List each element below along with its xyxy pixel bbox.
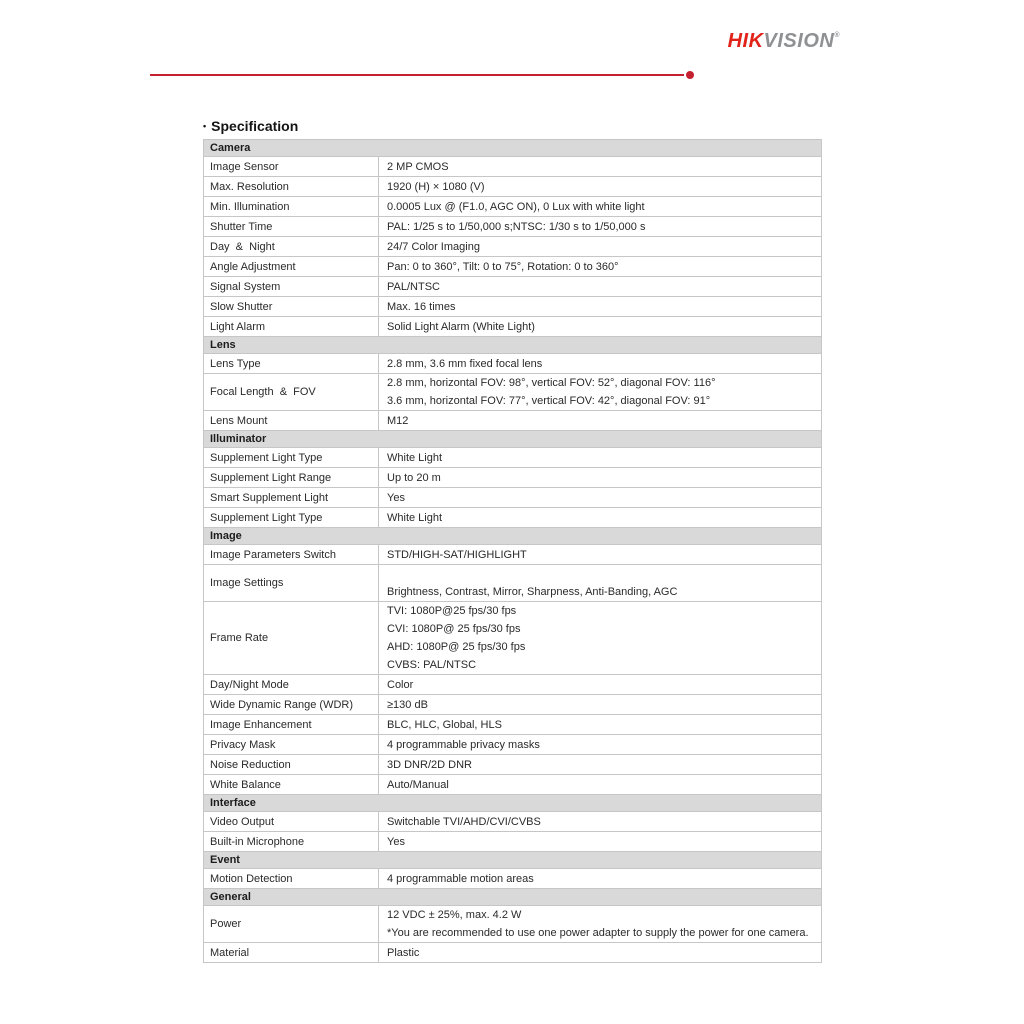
spec-value [379,411,821,430]
spec-value-line: PAL: 1/25 s to 1/50,000 s;NTSC: 1/30 s to 1/50,000 s [387,220,646,233]
heading-text: Specification [211,118,299,134]
spec-label: Supplement Light Range [204,468,379,487]
spec-value-line: Up to 20 m [387,471,441,484]
spec-value-line: 3D DNR/2D DNR [387,758,472,771]
heading-bullet: • [203,121,207,131]
spec-row-material [204,943,821,963]
spec-label: Power [204,906,379,942]
spec-value-line: 2.8 mm, horizontal FOV: 98°, vertical FOV: 52°, diagonal FOV: 116° [387,377,716,389]
spec-value [379,812,821,831]
spec-label: Video Output [204,812,379,831]
spec-value-line: 24/7 Color Imaging [387,240,480,253]
spec-value [379,488,821,507]
spec-label: Image Settings [204,565,379,601]
spec-value [379,565,821,601]
section-header-camera: Camera [204,140,821,157]
spec-value [379,735,821,754]
spec-label: Frame Rate [204,602,379,674]
spec-value-line: PAL/NTSC [387,280,440,293]
logo-hik-text: HIK [727,30,764,52]
spec-row-white-balance [204,775,821,795]
spec-value [379,257,821,276]
spec-value [379,157,821,176]
section-header-interface: Interface [204,795,821,812]
spec-value-line: BLC, HLC, Global, HLS [387,718,502,731]
page-title [203,118,298,134]
spec-label: Image Parameters Switch [204,545,379,564]
spec-label: Lens Type [204,354,379,373]
spec-label: White Balance [204,775,379,794]
spec-value [379,906,821,942]
spec-row-lens-type [204,354,821,374]
spec-value-line: *You are recommended to use one power adapter to supply the power for one camera. [387,927,809,939]
spec-row-image-sensor [204,157,821,177]
spec-value [379,317,821,336]
spec-value [379,545,821,564]
spec-label: Day/Night Mode [204,675,379,694]
spec-row-day-night-mode [204,675,821,695]
spec-label: Material [204,943,379,962]
spec-row-lens-mount [204,411,821,431]
spec-row-slow-shutter [204,297,821,317]
spec-value [379,775,821,794]
logo-trademark-mark: ® [834,32,840,39]
spec-value-line: Plastic [387,946,420,959]
spec-table [203,139,822,963]
spec-row-supplement-light-range [204,468,821,488]
spec-label: Built-in Microphone [204,832,379,851]
spec-row-signal-system [204,277,821,297]
spec-label: Supplement Light Type [204,448,379,467]
spec-value-line: Color [387,678,414,691]
spec-value-line: M12 [387,414,409,427]
spec-row-frame-rate [204,602,821,675]
spec-value-line: White Light [387,511,443,524]
spec-value [379,715,821,734]
spec-label: Smart Supplement Light [204,488,379,507]
spec-value [379,374,821,410]
spec-row-noise-reduction [204,755,821,775]
spec-label: Image Sensor [204,157,379,176]
spec-row-image-parameters-switch [204,545,821,565]
spec-value-line: 1920 (H) × 1080 (V) [387,180,485,193]
section-header-general: General [204,889,821,906]
spec-value-line: 3.6 mm, horizontal FOV: 77°, vertical FOV: 42°, diagonal FOV: 91° [387,395,711,407]
spec-value [379,468,821,487]
spec-value-line: White Light [387,451,443,464]
spec-value [379,508,821,527]
section-header-illuminator: Illuminator [204,431,821,448]
spec-value-line: 0.0005 Lux @ (F1.0, AGC ON), 0 Lux with white light [387,200,645,213]
spec-value-line: 2 MP CMOS [387,160,449,173]
spec-value [379,177,821,196]
spec-label: Wide Dynamic Range (WDR) [204,695,379,714]
spec-value [379,755,821,774]
header-rule-line [150,74,684,76]
spec-value [379,354,821,373]
spec-value-line: 4 programmable motion areas [387,872,534,885]
spec-value-line: Solid Light Alarm (White Light) [387,320,535,333]
section-header-event: Event [204,852,821,869]
header-rule-dot [686,71,694,79]
spec-row-focal-length-fov [204,374,821,411]
spec-row-image-settings [204,565,821,602]
spec-row-video-output [204,812,821,832]
spec-value [379,448,821,467]
spec-value-line: Max. 16 times [387,300,456,313]
spec-value-line: Switchable TVI/AHD/CVI/CVBS [387,815,541,828]
spec-value [379,297,821,316]
spec-row-min-illumination [204,197,821,217]
spec-row-supplement-light-type [204,448,821,468]
spec-row-max-resolution [204,177,821,197]
spec-value [379,237,821,256]
spec-value-line: AHD: 1080P@ 25 fps/30 fps [387,641,526,653]
spec-value-line: TVI: 1080P@25 fps/30 fps [387,605,517,617]
spec-row-day-night [204,237,821,257]
spec-row-shutter-time [204,217,821,237]
spec-value-line: Pan: 0 to 360°, Tilt: 0 to 75°, Rotation: 0 to 360° [387,260,619,273]
spec-value-line: 2.8 mm, 3.6 mm fixed focal lens [387,357,543,370]
spec-value [379,832,821,851]
spec-value [379,943,821,962]
spec-label: Min. Illumination [204,197,379,216]
spec-label: Lens Mount [204,411,379,430]
spec-label: Light Alarm [204,317,379,336]
spec-label: Image Enhancement [204,715,379,734]
spec-value-line [387,565,813,583]
spec-row-power [204,906,821,943]
spec-value-line: 12 VDC ± 25%, max. 4.2 W [387,909,522,921]
spec-row-built-in-microphone [204,832,821,852]
spec-row-supplement-light-type [204,508,821,528]
spec-label: Focal Length & FOV [204,374,379,410]
spec-value-line: 4 programmable privacy masks [387,738,540,751]
spec-label: Angle Adjustment [204,257,379,276]
spec-value-line: STD/HIGH-SAT/HIGHLIGHT [387,548,527,561]
spec-label: Noise Reduction [204,755,379,774]
spec-value-line: Auto/Manual [387,778,449,791]
spec-label: Supplement Light Type [204,508,379,527]
spec-value-line: Yes [387,835,405,848]
spec-row-smart-supplement-light [204,488,821,508]
spec-label: Max. Resolution [204,177,379,196]
hikvision-logo [690,30,840,53]
spec-value [379,695,821,714]
spec-value [379,217,821,236]
spec-value-line: ≥130 dB [387,698,428,711]
spec-label: Signal System [204,277,379,296]
spec-value [379,675,821,694]
spec-label: Day & Night [204,237,379,256]
spec-row-angle-adjustment [204,257,821,277]
spec-value [379,602,821,674]
spec-row-light-alarm [204,317,821,337]
spec-value-line: CVBS: PAL/NTSC [387,659,477,671]
spec-label: Motion Detection [204,869,379,888]
logo-vision-text: VISION [763,30,835,52]
spec-row-image-enhancement [204,715,821,735]
section-header-lens: Lens [204,337,821,354]
spec-label: Slow Shutter [204,297,379,316]
spec-value-line: CVI: 1080P@ 25 fps/30 fps [387,623,521,635]
spec-value-line: Yes [387,491,405,504]
spec-row-wide-dynamic-range-wdr [204,695,821,715]
spec-value [379,197,821,216]
section-header-image: Image [204,528,821,545]
spec-row-privacy-mask [204,735,821,755]
spec-label: Shutter Time [204,217,379,236]
spec-label: Privacy Mask [204,735,379,754]
spec-value [379,869,821,888]
spec-row-motion-detection [204,869,821,889]
spec-value [379,277,821,296]
spec-value-line: Brightness, Contrast, Mirror, Sharpness, Anti-Banding, AGC [387,586,678,598]
